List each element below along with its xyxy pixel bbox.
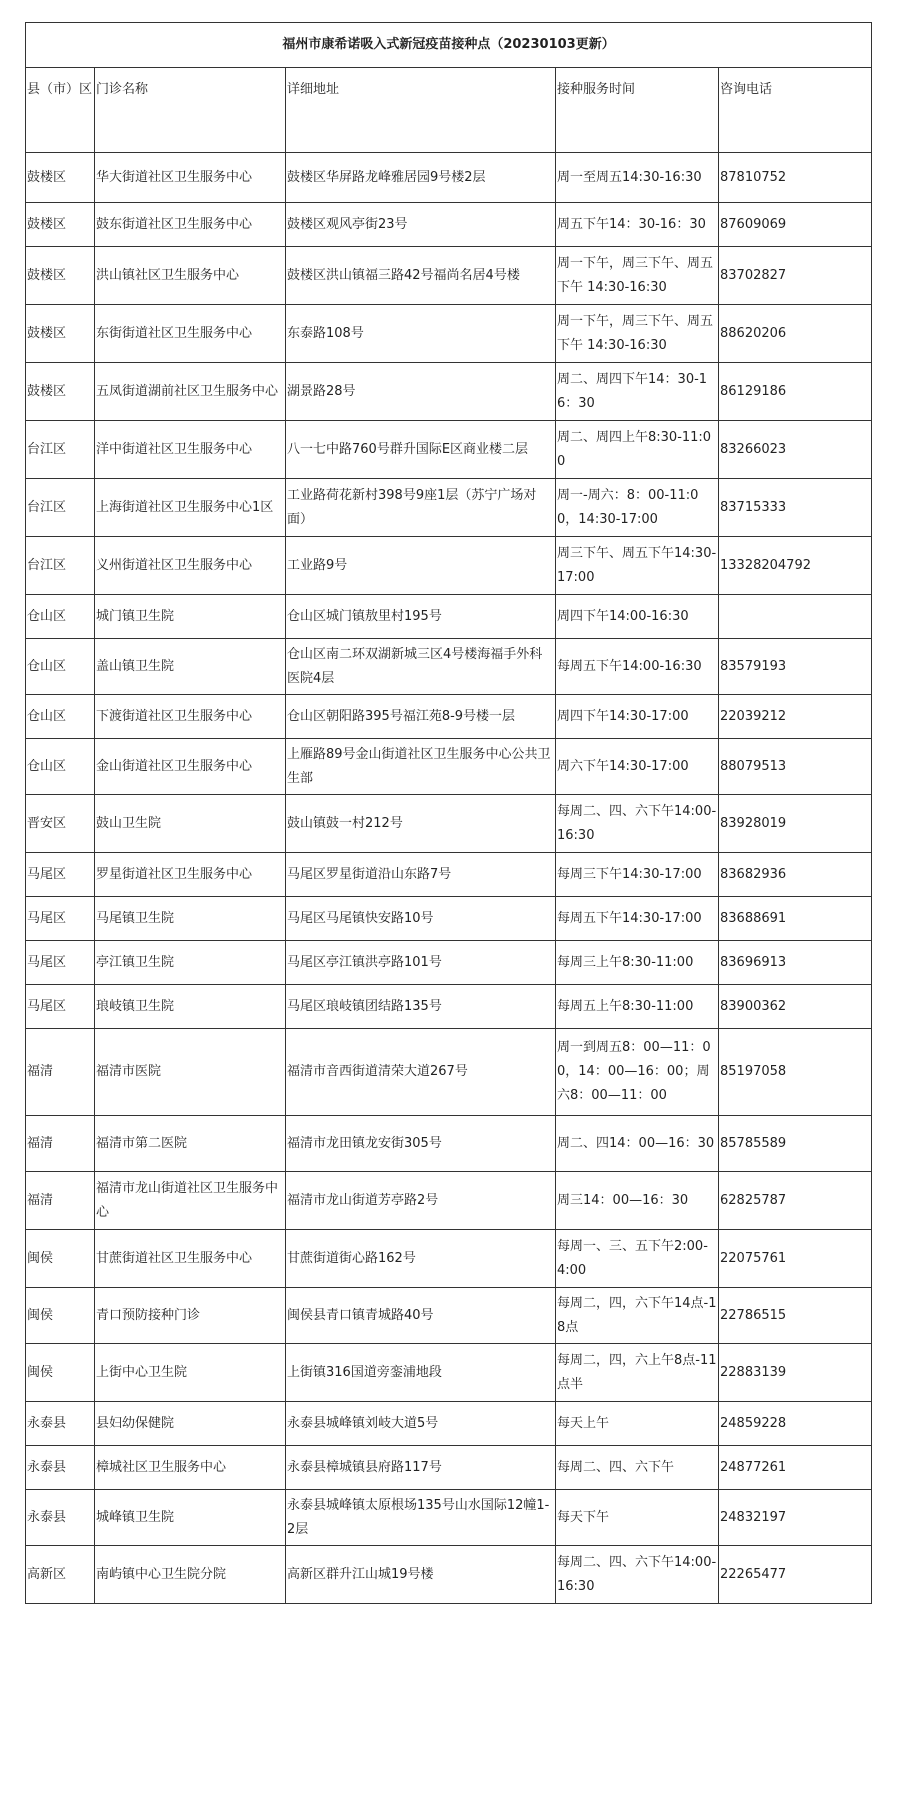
cell-service-time: 每周一、三、五下午2:00-4:00	[556, 1230, 719, 1288]
cell-phone: 62825787	[719, 1172, 872, 1230]
cell-clinic-name: 青口预防接种门诊	[95, 1288, 286, 1344]
table-row	[26, 941, 872, 985]
cell-service-time: 每天下午	[556, 1490, 719, 1546]
cell-service-time: 周一到周五8：00—11：00，14：00—16：00；周六8：00—11：00	[556, 1029, 719, 1116]
cell-clinic-name: 华大街道社区卫生服务中心	[95, 153, 286, 203]
table-row	[26, 153, 872, 203]
table-row	[26, 1116, 872, 1172]
cell-service-time: 周三下午、周五下午14:30-17:00	[556, 537, 719, 595]
cell-clinic-name: 樟城社区卫生服务中心	[95, 1446, 286, 1490]
cell-service-time: 周一至周五14:30-16:30	[556, 153, 719, 203]
table-row	[26, 247, 872, 305]
cell-address: 马尾区马尾镇快安路10号	[286, 897, 556, 941]
cell-district: 鼓楼区	[26, 203, 95, 247]
table-row	[26, 985, 872, 1029]
cell-clinic-name: 义州街道社区卫生服务中心	[95, 537, 286, 595]
table-header-row	[26, 68, 872, 153]
cell-phone: 87609069	[719, 203, 872, 247]
cell-clinic-name: 上海街道社区卫生服务中心1区	[95, 479, 286, 537]
cell-clinic-name: 罗星街道社区卫生服务中心	[95, 853, 286, 897]
cell-address: 福清市音西街道清荣大道267号	[286, 1029, 556, 1116]
cell-phone: 86129186	[719, 363, 872, 421]
cell-district: 马尾区	[26, 853, 95, 897]
table-row	[26, 739, 872, 795]
cell-service-time: 每周二，四，六下午14点-18点	[556, 1288, 719, 1344]
cell-address: 鼓山镇鼓一村212号	[286, 795, 556, 853]
table-row	[26, 853, 872, 897]
table-row	[26, 695, 872, 739]
cell-phone: 83702827	[719, 247, 872, 305]
cell-address: 福清市龙田镇龙安街305号	[286, 1116, 556, 1172]
cell-phone: 83928019	[719, 795, 872, 853]
cell-district: 仓山区	[26, 639, 95, 695]
cell-clinic-name: 县妇幼保健院	[95, 1402, 286, 1446]
cell-district: 马尾区	[26, 897, 95, 941]
cell-service-time: 周一下午，周三下午、周五下午 14:30-16:30	[556, 305, 719, 363]
cell-phone: 83266023	[719, 421, 872, 479]
cell-service-time: 周四下午14:30-17:00	[556, 695, 719, 739]
cell-phone: 85785589	[719, 1116, 872, 1172]
cell-district: 鼓楼区	[26, 305, 95, 363]
cell-phone: 83715333	[719, 479, 872, 537]
cell-service-time: 周三14：00—16：30	[556, 1172, 719, 1230]
cell-address: 仓山区朝阳路395号福江苑8-9号楼一层	[286, 695, 556, 739]
cell-clinic-name: 福清市医院	[95, 1029, 286, 1116]
cell-address: 鼓楼区洪山镇福三路42号福尚名居4号楼	[286, 247, 556, 305]
table-row	[26, 1446, 872, 1490]
cell-district: 晋安区	[26, 795, 95, 853]
table-row	[26, 363, 872, 421]
cell-clinic-name: 洋中街道社区卫生服务中心	[95, 421, 286, 479]
cell-phone: 85197058	[719, 1029, 872, 1116]
cell-clinic-name: 福清市龙山街道社区卫生服务中心	[95, 1172, 286, 1230]
cell-address: 鼓楼区观风亭街23号	[286, 203, 556, 247]
table-row	[26, 305, 872, 363]
table-row	[26, 479, 872, 537]
cell-district: 鼓楼区	[26, 153, 95, 203]
cell-phone: 83688691	[719, 897, 872, 941]
cell-service-time: 每周五下午14:30-17:00	[556, 897, 719, 941]
cell-address: 东泰路108号	[286, 305, 556, 363]
cell-clinic-name: 洪山镇社区卫生服务中心	[95, 247, 286, 305]
cell-district: 鼓楼区	[26, 247, 95, 305]
cell-clinic-name: 福清市第二医院	[95, 1116, 286, 1172]
cell-clinic-name: 金山街道社区卫生服务中心	[95, 739, 286, 795]
cell-clinic-name: 甘蔗街道社区卫生服务中心	[95, 1230, 286, 1288]
table-row	[26, 537, 872, 595]
cell-phone: 88620206	[719, 305, 872, 363]
cell-clinic-name: 鼓东街道社区卫生服务中心	[95, 203, 286, 247]
cell-clinic-name: 五凤街道湖前社区卫生服务中心	[95, 363, 286, 421]
table-row	[26, 639, 872, 695]
cell-clinic-name: 东街街道社区卫生服务中心	[95, 305, 286, 363]
cell-clinic-name: 马尾镇卫生院	[95, 897, 286, 941]
cell-district: 鼓楼区	[26, 363, 95, 421]
cell-phone: 13328204792	[719, 537, 872, 595]
table-row	[26, 595, 872, 639]
table-row	[26, 1546, 872, 1604]
cell-clinic-name: 盖山镇卫生院	[95, 639, 286, 695]
cell-address: 仓山区城门镇敖里村195号	[286, 595, 556, 639]
cell-address: 仓山区南二环双湖新城三区4号楼海福手外科医院4层	[286, 639, 556, 695]
cell-service-time: 每周五上午8:30-11:00	[556, 985, 719, 1029]
table-row	[26, 1490, 872, 1546]
table-row	[26, 421, 872, 479]
cell-district: 福清	[26, 1116, 95, 1172]
table-row	[26, 1402, 872, 1446]
cell-service-time: 每周二、四、六下午	[556, 1446, 719, 1490]
cell-district: 福清	[26, 1029, 95, 1116]
header-service-time: 接种服务时间	[556, 68, 719, 153]
cell-address: 闽侯县青口镇青城路40号	[286, 1288, 556, 1344]
cell-address: 马尾区罗星街道沿山东路7号	[286, 853, 556, 897]
cell-service-time: 周一-周六：8：00-11:00，14:30-17:00	[556, 479, 719, 537]
cell-address: 永泰县城峰镇刘岐大道5号	[286, 1402, 556, 1446]
cell-address: 马尾区亭江镇洪亭路101号	[286, 941, 556, 985]
cell-district: 永泰县	[26, 1402, 95, 1446]
cell-district: 台江区	[26, 479, 95, 537]
cell-phone: 83900362	[719, 985, 872, 1029]
cell-service-time: 每周二，四，六上午8点-11点半	[556, 1344, 719, 1402]
header-phone: 咨询电话	[719, 68, 872, 153]
cell-phone: 24859228	[719, 1402, 872, 1446]
cell-address: 马尾区琅岐镇团结路135号	[286, 985, 556, 1029]
cell-service-time: 每周二、四、六下午14:00-16:30	[556, 1546, 719, 1604]
cell-address: 工业路荷花新村398号9座1层（苏宁广场对面）	[286, 479, 556, 537]
cell-service-time: 周四下午14:00-16:30	[556, 595, 719, 639]
cell-phone: 24832197	[719, 1490, 872, 1546]
cell-clinic-name: 琅岐镇卫生院	[95, 985, 286, 1029]
cell-service-time: 周五下午14：30-16：30	[556, 203, 719, 247]
table-row	[26, 203, 872, 247]
cell-district: 马尾区	[26, 985, 95, 1029]
cell-district: 仓山区	[26, 595, 95, 639]
cell-clinic-name: 城峰镇卫生院	[95, 1490, 286, 1546]
cell-district: 仓山区	[26, 695, 95, 739]
cell-service-time: 每周二、四、六下午14:00-16:30	[556, 795, 719, 853]
cell-clinic-name: 城门镇卫生院	[95, 595, 286, 639]
header-clinic-name: 门诊名称	[95, 68, 286, 153]
cell-address: 甘蔗街道街心路162号	[286, 1230, 556, 1288]
cell-phone: 87810752	[719, 153, 872, 203]
cell-district: 高新区	[26, 1546, 95, 1604]
cell-service-time: 周二、周四下午14：30-16：30	[556, 363, 719, 421]
table-row	[26, 1029, 872, 1116]
cell-clinic-name: 鼓山卫生院	[95, 795, 286, 853]
cell-clinic-name: 南屿镇中心卫生院分院	[95, 1546, 286, 1604]
cell-district: 永泰县	[26, 1446, 95, 1490]
cell-service-time: 每周五下午14:00-16:30	[556, 639, 719, 695]
cell-phone: 22265477	[719, 1546, 872, 1604]
cell-phone: 83696913	[719, 941, 872, 985]
cell-service-time: 周二、周四上午8:30-11:00	[556, 421, 719, 479]
cell-district: 仓山区	[26, 739, 95, 795]
cell-address: 鼓楼区华屏路龙峰雅居园9号楼2层	[286, 153, 556, 203]
cell-service-time: 周二、四14：00—16：30	[556, 1116, 719, 1172]
cell-service-time: 每天上午	[556, 1402, 719, 1446]
cell-clinic-name: 上街中心卫生院	[95, 1344, 286, 1402]
table-row	[26, 1230, 872, 1288]
cell-phone: 22883139	[719, 1344, 872, 1402]
cell-address: 上街镇316国道旁銮浦地段	[286, 1344, 556, 1402]
cell-address: 湖景路28号	[286, 363, 556, 421]
table-row	[26, 1344, 872, 1402]
cell-district: 马尾区	[26, 941, 95, 985]
cell-district: 闽侯	[26, 1288, 95, 1344]
table-row	[26, 1288, 872, 1344]
cell-service-time: 每周三下午14:30-17:00	[556, 853, 719, 897]
cell-phone: 83682936	[719, 853, 872, 897]
header-address: 详细地址	[286, 68, 556, 153]
cell-district: 闽侯	[26, 1344, 95, 1402]
cell-service-time: 周六下午14:30-17:00	[556, 739, 719, 795]
cell-district: 台江区	[26, 537, 95, 595]
header-district: 县（市）区	[26, 68, 95, 153]
cell-address: 八一七中路760号群升国际E区商业楼二层	[286, 421, 556, 479]
cell-address: 永泰县樟城镇县府路117号	[286, 1446, 556, 1490]
cell-phone: 83579193	[719, 639, 872, 695]
cell-phone: 88079513	[719, 739, 872, 795]
cell-phone: 24877261	[719, 1446, 872, 1490]
table-row	[26, 795, 872, 853]
cell-clinic-name: 下渡街道社区卫生服务中心	[95, 695, 286, 739]
table-row	[26, 1172, 872, 1230]
cell-phone: 22786515	[719, 1288, 872, 1344]
cell-district: 永泰县	[26, 1490, 95, 1546]
table-row	[26, 897, 872, 941]
cell-service-time: 周一下午，周三下午、周五下午 14:30-16:30	[556, 247, 719, 305]
cell-address: 高新区群升江山城19号楼	[286, 1546, 556, 1604]
cell-address: 工业路9号	[286, 537, 556, 595]
cell-district: 台江区	[26, 421, 95, 479]
cell-clinic-name: 亭江镇卫生院	[95, 941, 286, 985]
cell-phone: 22075761	[719, 1230, 872, 1288]
cell-phone: 22039212	[719, 695, 872, 739]
cell-address: 上雁路89号金山街道社区卫生服务中心公共卫生部	[286, 739, 556, 795]
cell-address: 永泰县城峰镇太原根场135号山水国际12幢1-2层	[286, 1490, 556, 1546]
cell-address: 福清市龙山街道芳亭路2号	[286, 1172, 556, 1230]
vaccination-sites-table	[25, 22, 872, 1604]
cell-district: 闽侯	[26, 1230, 95, 1288]
cell-service-time: 每周三上午8:30-11:00	[556, 941, 719, 985]
cell-district: 福清	[26, 1172, 95, 1230]
cell-phone	[719, 595, 872, 639]
table-title: 福州市康希诺吸入式新冠疫苗接种点（20230103更新）	[26, 23, 872, 68]
table-title-row	[26, 23, 872, 68]
vaccination-table-container	[25, 22, 871, 1604]
